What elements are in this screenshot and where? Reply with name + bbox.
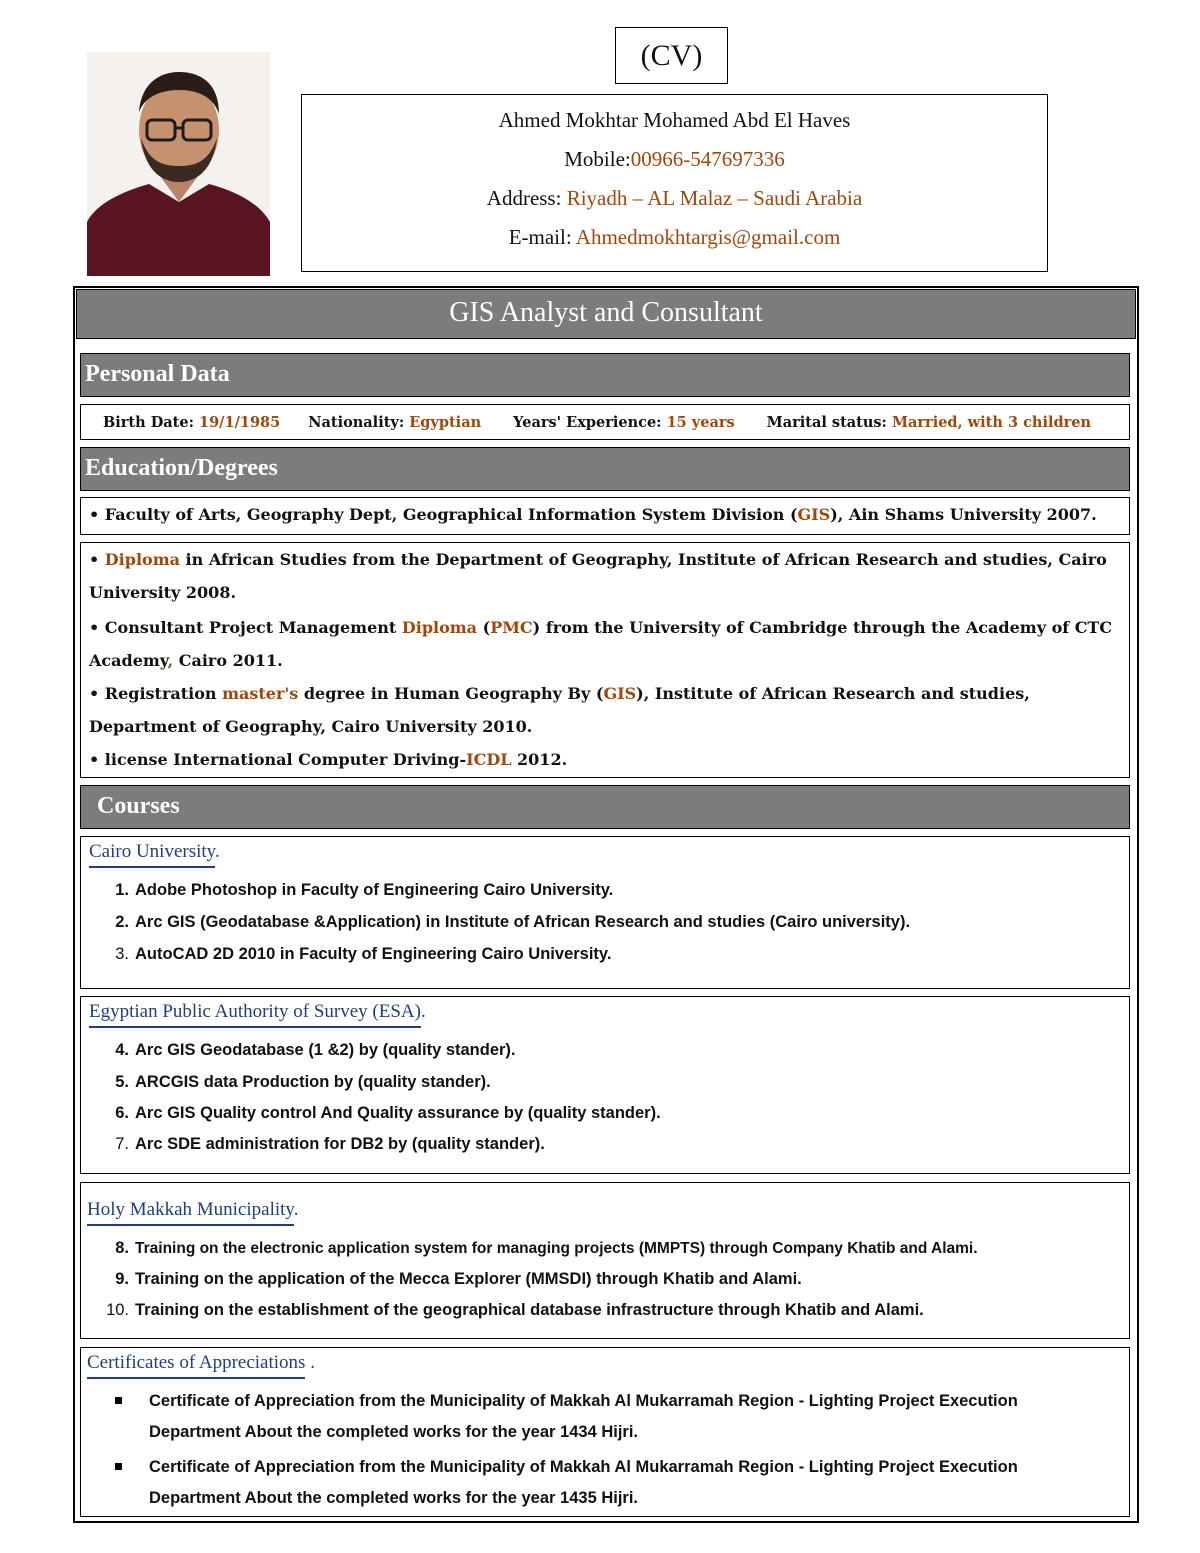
course-group-heading: Cairo University. bbox=[89, 841, 220, 863]
address-value: Riyadh – AL Malaz – Saudi Arabia bbox=[566, 186, 863, 210]
bullet-square-icon bbox=[115, 1463, 122, 1470]
birth-date: Birth Date: 19/1/1985 bbox=[103, 413, 281, 431]
full-name: Ahmed Mokhtar Mohamed Abd El Haves bbox=[498, 108, 851, 132]
course-item: 8. Training on the electronic application system for managing projects (MMPTS) through Company Khatib and Alami. bbox=[115, 1239, 978, 1257]
personal-data-heading: Personal Data bbox=[80, 353, 1130, 397]
certificate-item: Certificate of Appreciation from the Municipality of Makkah Al Mukarramah Region - Lighting Project Execution Department About the completed works for the year 1434 Hijri. bbox=[111, 1386, 1111, 1448]
email-label: E-mail: bbox=[508, 225, 576, 249]
education-item: • license International Computer Driving-ICDL 2012. bbox=[89, 750, 568, 769]
nationality: Nationality: Egyptian bbox=[308, 413, 482, 431]
course-item: 10. Training on the establishment of the geographical database infrastructure through Khatib and Alami. bbox=[106, 1301, 924, 1319]
makkah-courses bbox=[80, 1182, 1130, 1339]
education-item: • Faculty of Arts, Geography Dept, Geographical Information System Division (GIS), Ain Shams University 2007. bbox=[80, 497, 1130, 535]
course-group-heading: Egyptian Public Authority of Survey (ESA). bbox=[89, 1001, 426, 1023]
education-item-continued: Academy, Cairo 2011. bbox=[89, 651, 283, 670]
email-line bbox=[302, 218, 1047, 257]
mobile-line bbox=[302, 140, 1047, 179]
mobile-value[interactable]: 00966-547697336 bbox=[630, 147, 785, 171]
esa-courses bbox=[80, 996, 1130, 1174]
course-item: 9. Training on the application of the Mecca Explorer (MMSDI) through Khatib and Alami. bbox=[115, 1270, 802, 1288]
courses-heading: Courses bbox=[80, 785, 1130, 829]
course-item: 6. Arc GIS Quality control And Quality assurance by (quality stander). bbox=[115, 1104, 661, 1122]
certificates-heading: Certificates of Appreciations . bbox=[87, 1352, 315, 1374]
education-heading: Education/Degrees bbox=[80, 447, 1130, 491]
email-value[interactable]: Ahmedmokhtargis@gmail.com bbox=[575, 225, 841, 249]
education-item-continued: Department of Geography, Cairo University 2010. bbox=[89, 717, 533, 736]
course-item: 5. ARCGIS data Production by (quality stander). bbox=[115, 1073, 491, 1091]
education-item: • Diploma in African Studies from the Department of Geography, Institute of African Research and studies, Cairo bbox=[89, 550, 1107, 569]
certificates-section bbox=[80, 1347, 1130, 1517]
course-group-heading: Holy Makkah Municipality. bbox=[87, 1199, 298, 1221]
contact-box bbox=[301, 94, 1048, 272]
education-list bbox=[80, 542, 1130, 778]
course-item: 7. Arc SDE administration for DB2 by (quality stander). bbox=[115, 1135, 545, 1153]
marital-status: Marital status: Married, with 3 children bbox=[766, 413, 1092, 431]
address-label: Address: bbox=[486, 186, 567, 210]
course-item: 2. Arc GIS (Geodatabase &Application) in Institute of African Research and studies (Cairo university). bbox=[115, 913, 911, 931]
bullet-square-icon bbox=[115, 1397, 122, 1404]
course-item: 1. Adobe Photoshop in Faculty of Engineering Cairo University. bbox=[115, 881, 614, 899]
course-item: 4. Arc GIS Geodatabase (1 &2) by (quality stander). bbox=[115, 1041, 516, 1059]
address-line bbox=[302, 179, 1047, 218]
course-item: 3. AutoCAD 2D 2010 in Faculty of Engineering Cairo University. bbox=[115, 945, 612, 963]
mobile-label: Mobile: bbox=[564, 147, 631, 171]
certificate-item: Certificate of Appreciation from the Municipality of Makkah Al Mukarramah Region - Lighting Project Execution Department About the completed works for the year 1435 Hijri. bbox=[111, 1452, 1111, 1514]
profile-photo bbox=[87, 52, 270, 276]
education-item: • Consultant Project Management Diploma (PMC) from the University of Cambridge through the Academy of CTC bbox=[89, 618, 1113, 637]
personal-data-row bbox=[80, 404, 1130, 440]
years-experience: Years' Experience: 15 years bbox=[513, 413, 735, 431]
cv-label: (CV) bbox=[615, 27, 728, 84]
job-title-banner: GIS Analyst and Consultant bbox=[76, 289, 1136, 339]
cairo-university-courses bbox=[80, 836, 1130, 989]
education-item-continued: University 2008. bbox=[89, 583, 237, 602]
education-item: • Registration master's degree in Human Geography By (GIS), Institute of African Research and studies, bbox=[89, 684, 1030, 703]
